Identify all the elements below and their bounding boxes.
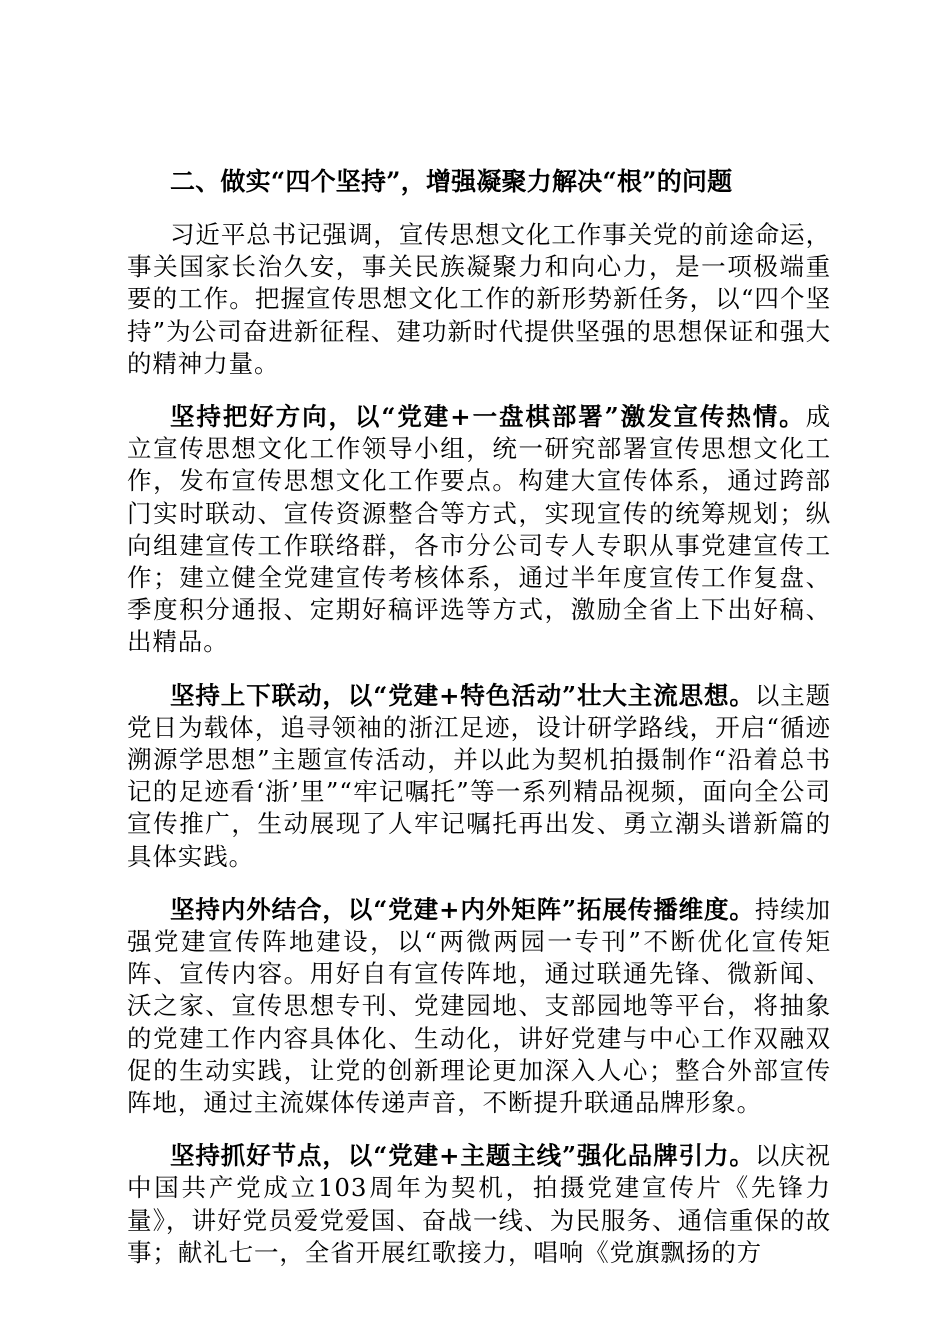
paragraph-lead: 坚持内外结合，以“党建+内外矩阵”拓展传播维度。	[170, 894, 755, 924]
paragraph-text: 持续加强党建宣传阵地建设，以“两微两园一专刊”不断优化宣传矩阵、宣传内容。用好自有宣传阵地，通过联通先锋、微新闻、沃之家、宣传思想专刊、党建园地、支部园地等平台，将抽象的党建工作内容具体化、生动化，讲好党建与中心工作双融双促的生动实践，让党的创新理论更加深入人心；整合外部宣传阵地，通过主流媒体传递声音，不断提升联通品牌形象。	[127, 894, 832, 1118]
paragraph-matrix	[127, 894, 831, 1119]
paragraph-lead: 坚持上下联动，以“党建+特色活动”壮大主流思想。	[170, 680, 755, 710]
paragraph-lead: 坚持把好方向，以“党建+一盘棋部署”激发宣传热情。	[170, 402, 806, 432]
section-heading: 二、做实“四个坚持”，增强凝聚力解决“根”的问题	[170, 167, 733, 196]
paragraph-text: 以庆祝中国共产党成立103周年为契机，拍摄党建宣传片《先锋力量》，讲好党员爱党爱国、奋战一线、为民服务、通信重保的故事；献礼七一，全省开展红歌接力，唱响《党旗飘扬的方	[127, 1141, 832, 1267]
intro-paragraph: 习近平总书记强调，宣传思想文化工作事关党的前途命运，事关国家长治久安，事关民族凝聚力和向心力，是一项极端重要的工作。把握宣传思想文化工作的新形势新任务，以“四个坚持”为公司奋进新征程、建功新时代提供坚强的思想保证和强大的精神力量。	[127, 220, 831, 378]
paragraph-text: 成立宣传思想文化工作领导小组，统一研究部署宣传思想文化工作，发布宣传思想文化工作要点。构建大宣传体系，通过跨部门实时联动、宣传资源整合等方式，实现宣传的统筹规划；纵向组建宣传工作联络群，各市分公司专人专职从事党建宣传工作；建立健全党建宣传考核体系，通过半年度宣传工作复盘、季度积分通报、定期好稿评选等方式，激励全省上下出好稿、出精品。	[127, 402, 831, 657]
document-body	[127, 166, 831, 1269]
paragraph-lead: 坚持抓好节点，以“党建+主题主线”强化品牌引力。	[170, 1141, 755, 1171]
paragraph-linkage	[127, 680, 831, 873]
paragraph-text: 以主题党日为载体，追寻领袖的浙江足迹，设计研学路线，开启“循迹溯源学思想”主题宣传活动，并以此为契机拍摄制作“沿着总书记的足迹看‘浙’里”“牢记嘱托”等一系列精品视频，面向全公司宣传推广，生动展现了人牢记嘱托再出发、勇立潮头谱新篇的具体实践。	[127, 680, 832, 871]
paragraph-direction	[127, 401, 831, 659]
paragraph-milestones	[127, 1140, 831, 1269]
